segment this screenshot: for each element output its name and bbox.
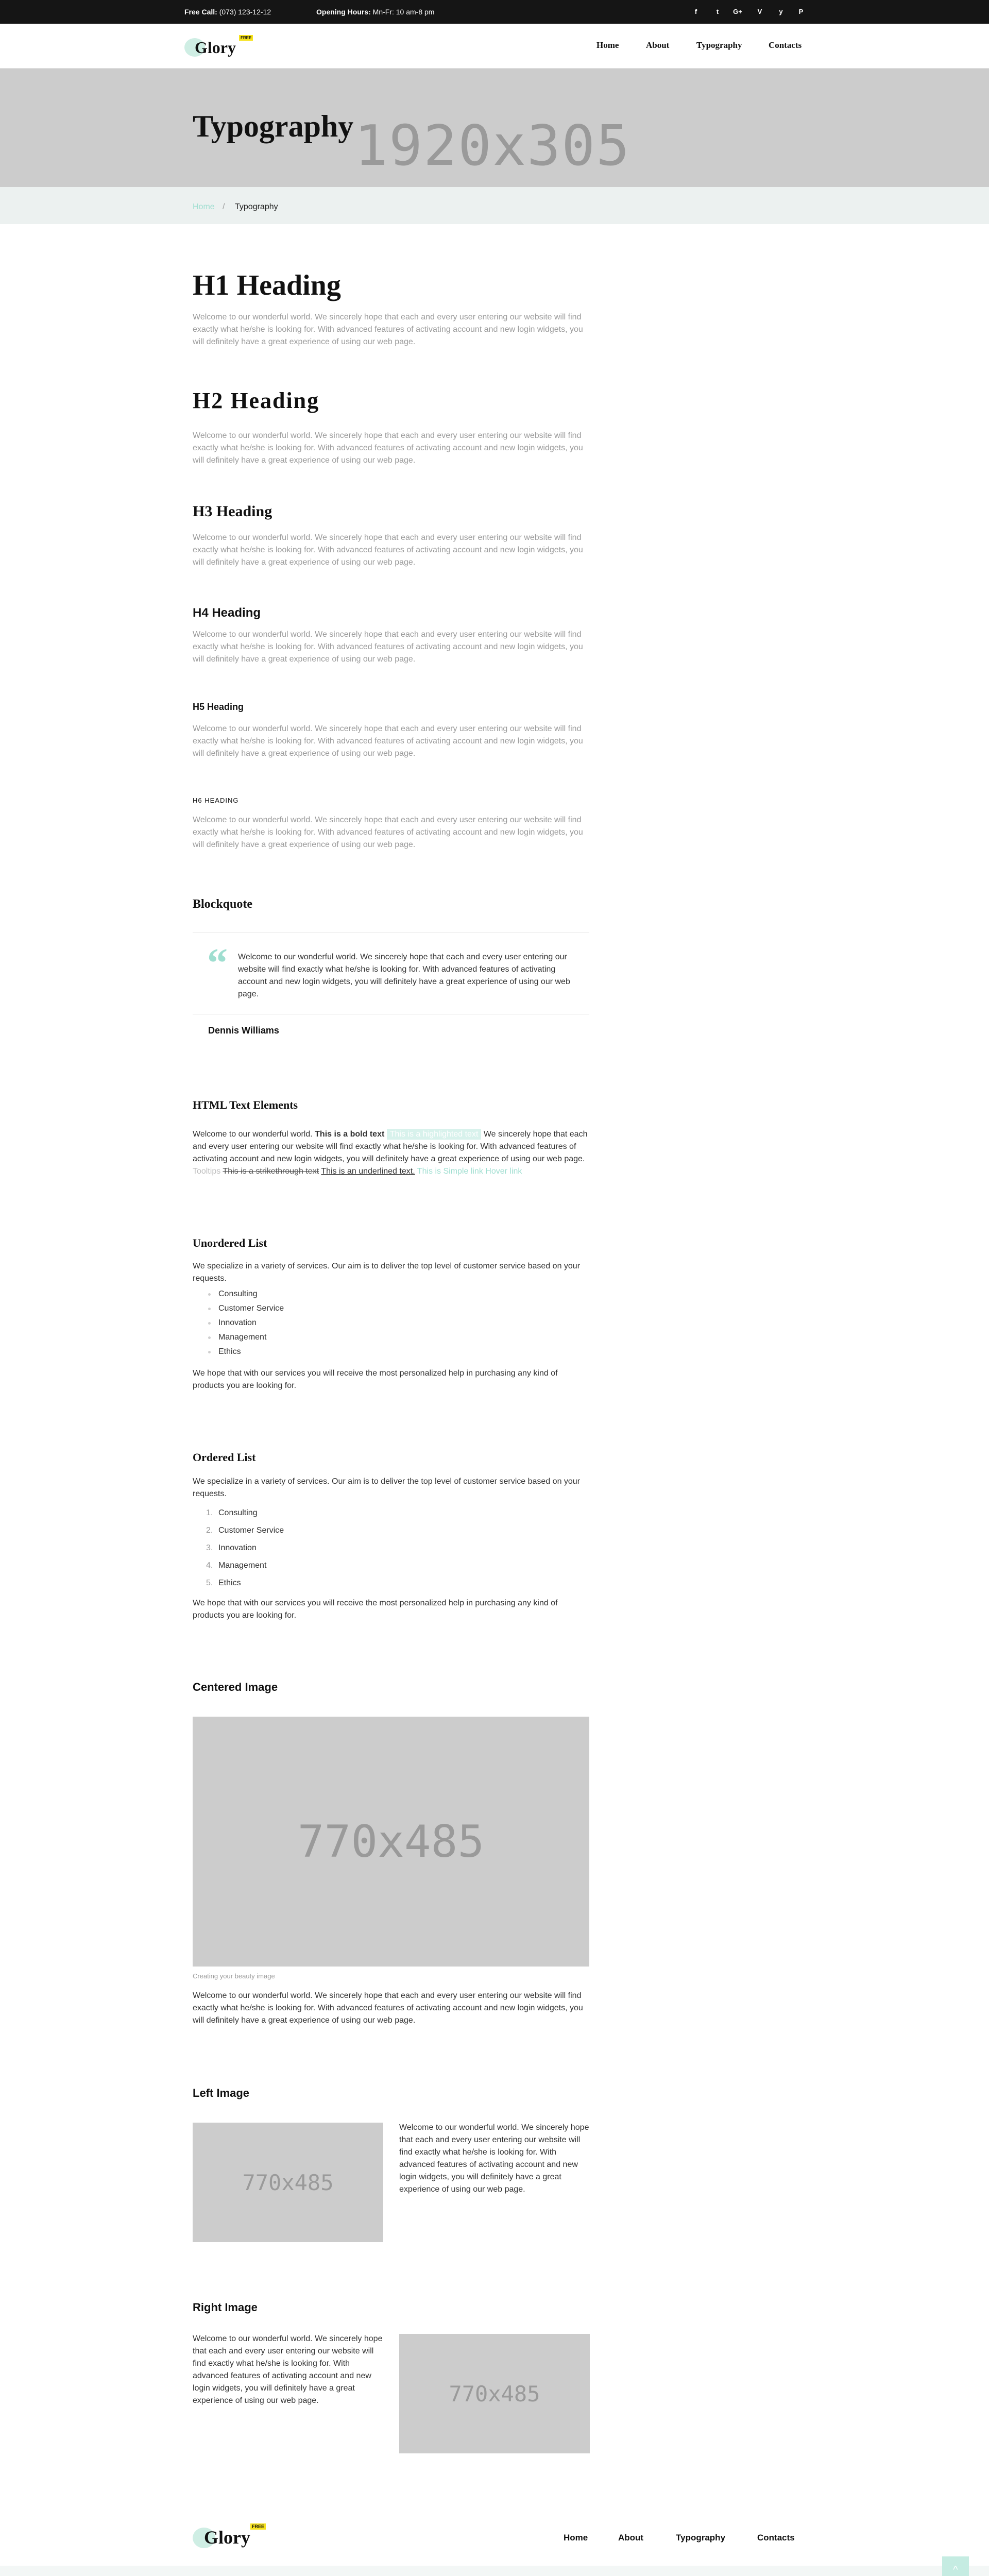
list-number: 5.: [206, 1579, 213, 1587]
opening-hours-value: Mn-Fr: 10 am-8 pm: [372, 8, 435, 16]
list-number: 1.: [206, 1509, 213, 1517]
breadcrumb-current: Typography: [235, 202, 278, 211]
simple-link[interactable]: This is Simple link Hover link: [417, 1167, 522, 1176]
list-item-label: Innovation: [218, 1544, 257, 1552]
list-item: Innovation: [193, 1316, 284, 1330]
blockquote-text: Welcome to our wonderful world. We sincerely hope that each and every user entering our website will find exactly what he/she is looking for. With advanced features of activating account and new login widgets, you will definitely have a great experience of using our web page.: [238, 953, 570, 998]
h5-paragraph: Welcome to our wonderful world. We sincerely hope that each and every user entering our website will find exactly what he/she is looking for. With advanced features of activating account and new login widgets, you will definitely have a great experience of using our web page.: [193, 724, 583, 758]
h4-heading: H4 Heading: [193, 606, 261, 620]
top-bar: [0, 0, 989, 24]
twitter-icon[interactable]: t: [716, 8, 719, 15]
h3-paragraph: Welcome to our wonderful world. We sincerely hope that each and every user entering our website will find exactly what he/she is looking for. With advanced features of activating account and new login widgets, you will definitely have a great experience of using our web page.: [193, 533, 583, 567]
ordered-list-outro: We hope that with our services you will receive the most personalized help in purchasing any kind of products you are looking for.: [193, 1599, 558, 1620]
blockquote-heading: Blockquote: [193, 897, 253, 911]
blockquote-author: Dennis Williams: [208, 1025, 279, 1036]
footer-nav-about[interactable]: About: [618, 2533, 644, 2543]
list-item: [193, 1522, 284, 1539]
bold-text: This is a bold text: [315, 1130, 385, 1139]
list-item-label: Management: [218, 1561, 267, 1570]
list-item-label: Ethics: [218, 1579, 241, 1587]
centered-image-paragraph: Welcome to our wonderful world. We sincerely hope that each and every user entering our website will find exactly what he/she is looking for. With advanced features of activating account and new login widgets, you will definitely have a great experience of using our web page.: [193, 1991, 583, 2025]
hero-image-placeholder: 1920x305: [354, 114, 631, 178]
free-call-number[interactable]: (073) 123-12-12: [219, 8, 271, 16]
image-caption: Creating your beauty image: [193, 1972, 275, 1980]
arrow-up-icon: ^: [953, 2564, 958, 2575]
html-elements-paragraph: [193, 1128, 589, 1178]
youtube-icon[interactable]: y: [779, 8, 783, 15]
unordered-list: [193, 1287, 284, 1359]
google-plus-icon[interactable]: G+: [733, 8, 742, 15]
h2-paragraph: Welcome to our wonderful world. We sincerely hope that each and every user entering our website will find exactly what he/she is looking for. With advanced features of activating account and new login widgets, you will definitely have a great experience of using our web page.: [193, 431, 583, 465]
list-item: [193, 1574, 284, 1592]
opening-hours-label: Opening Hours:: [316, 8, 371, 16]
unordered-list-heading: Unordered List: [193, 1236, 267, 1249]
list-number: 4.: [206, 1561, 213, 1570]
list-item: [193, 1539, 284, 1557]
list-item: Consulting: [193, 1287, 284, 1301]
list-item-label: Customer Service: [218, 1526, 284, 1535]
pinterest-icon[interactable]: P: [798, 8, 804, 15]
left-image-heading: Left Image: [193, 2087, 250, 2099]
h2-heading: H2 Heading: [193, 388, 320, 413]
logo-text: Glory: [204, 2527, 250, 2548]
footer-nav-typography[interactable]: Typography: [676, 2533, 726, 2543]
logo-badge: FREE: [250, 2523, 266, 2530]
list-item-label: Consulting: [218, 1509, 258, 1517]
opening-hours: [316, 8, 434, 16]
ordered-list-intro: We specialize in a variety of services. Our aim is to deliver the top level of customer service based on your requests.: [193, 1477, 581, 1498]
right-image-heading: Right Image: [193, 2301, 258, 2314]
left-image-paragraph: Welcome to our wonderful world. We sincerely hope that each and every user entering our website will find exactly what he/she is looking for. With advanced features of activating account and new login widgets, you will definitely have a great experience of using our web page.: [399, 2123, 589, 2194]
unordered-list-intro: We specialize in a variety of services. Our aim is to deliver the top level of customer service based on your requests.: [193, 1262, 581, 1283]
quote-icon: “: [207, 941, 228, 986]
underlined-text: This is an underlined text.: [321, 1167, 415, 1176]
breadcrumb-home[interactable]: Home: [193, 202, 215, 211]
nav-about[interactable]: About: [646, 40, 670, 50]
highlighted-text: This is a highlighted text: [387, 1129, 482, 1140]
scroll-to-top-button[interactable]: [942, 2556, 969, 2576]
nav-contacts[interactable]: Contacts: [769, 40, 802, 50]
list-number: 2.: [206, 1526, 213, 1535]
footer-nav-home[interactable]: Home: [564, 2533, 588, 2543]
logo-badge: FREE: [239, 35, 253, 41]
h4-paragraph: Welcome to our wonderful world. We sincerely hope that each and every user entering our website will find exactly what he/she is looking for. With advanced features of activating account and new login widgets, you will definitely have a great experience of using our web page.: [193, 630, 583, 664]
list-item: Customer Service: [193, 1301, 284, 1316]
list-item: Ethics: [193, 1345, 284, 1359]
ordered-list-heading: Ordered List: [193, 1451, 256, 1464]
h3-heading: H3 Heading: [193, 503, 272, 520]
nav-home[interactable]: Home: [596, 40, 619, 50]
strikethrough-text: This is a strikethrough text: [223, 1167, 319, 1176]
tooltip-text[interactable]: Tooltips: [193, 1167, 221, 1176]
logo-text: Glory: [195, 38, 236, 57]
free-call: [184, 8, 271, 16]
page-title: Typography: [193, 109, 354, 143]
hero-banner: [0, 69, 989, 187]
middle-text: We sincerely hope that each and every user entering our website will find exactly what he/she is looking for. With advanced features of activating account and new login widgets, you will definitely have a great experience of using our web page.: [193, 1130, 588, 1163]
intro-text: Welcome to our wonderful world.: [193, 1130, 313, 1139]
vimeo-icon[interactable]: V: [757, 8, 762, 15]
h1-heading: H1 Heading: [193, 269, 341, 301]
breadcrumb: [0, 187, 989, 224]
list-item: [193, 1557, 284, 1574]
h6-heading: H6 HEADING: [193, 796, 239, 804]
h5-heading: H5 Heading: [193, 702, 244, 712]
h6-paragraph: Welcome to our wonderful world. We sincerely hope that each and every user entering our website will find exactly what he/she is looking for. With advanced features of activating account and new login widgets, you will definitely have a great experience of using our web page.: [193, 816, 583, 849]
unordered-list-outro: We hope that with our services you will receive the most personalized help in purchasing any kind of products you are looking for.: [193, 1369, 558, 1390]
breadcrumb-separator: /: [223, 202, 225, 211]
centered-image-heading: Centered Image: [193, 1681, 278, 1693]
centered-image: 770x485: [193, 1717, 589, 1967]
ordered-list: [193, 1504, 284, 1592]
list-number: 3.: [206, 1544, 213, 1552]
footer-bottom: [0, 2566, 989, 2576]
left-image: 770x485: [193, 2123, 383, 2242]
html-elements-heading: HTML Text Elements: [193, 1098, 298, 1111]
free-call-label: Free Call:: [184, 8, 217, 16]
right-image-paragraph: Welcome to our wonderful world. We sincerely hope that each and every user entering our website will find exactly what he/she is looking for. With advanced features of activating account and new login widgets, you will definitely have a great experience of using our web page.: [193, 2334, 383, 2405]
right-image: 770x485: [399, 2334, 590, 2453]
footer-logo[interactable]: [193, 2522, 275, 2550]
list-item: Management: [193, 1330, 284, 1345]
h1-paragraph: Welcome to our wonderful world. We sincerely hope that each and every user entering our website will find exactly what he/she is looking for. With advanced features of activating account and new login widgets, you will definitely have a great experience of using our web page.: [193, 313, 583, 346]
header: [0, 24, 989, 69]
logo[interactable]: [184, 34, 257, 60]
nav-typography[interactable]: Typography: [696, 40, 742, 50]
facebook-icon[interactable]: f: [694, 8, 697, 15]
list-item: [193, 1504, 284, 1522]
footer-nav-contacts[interactable]: Contacts: [757, 2533, 795, 2543]
